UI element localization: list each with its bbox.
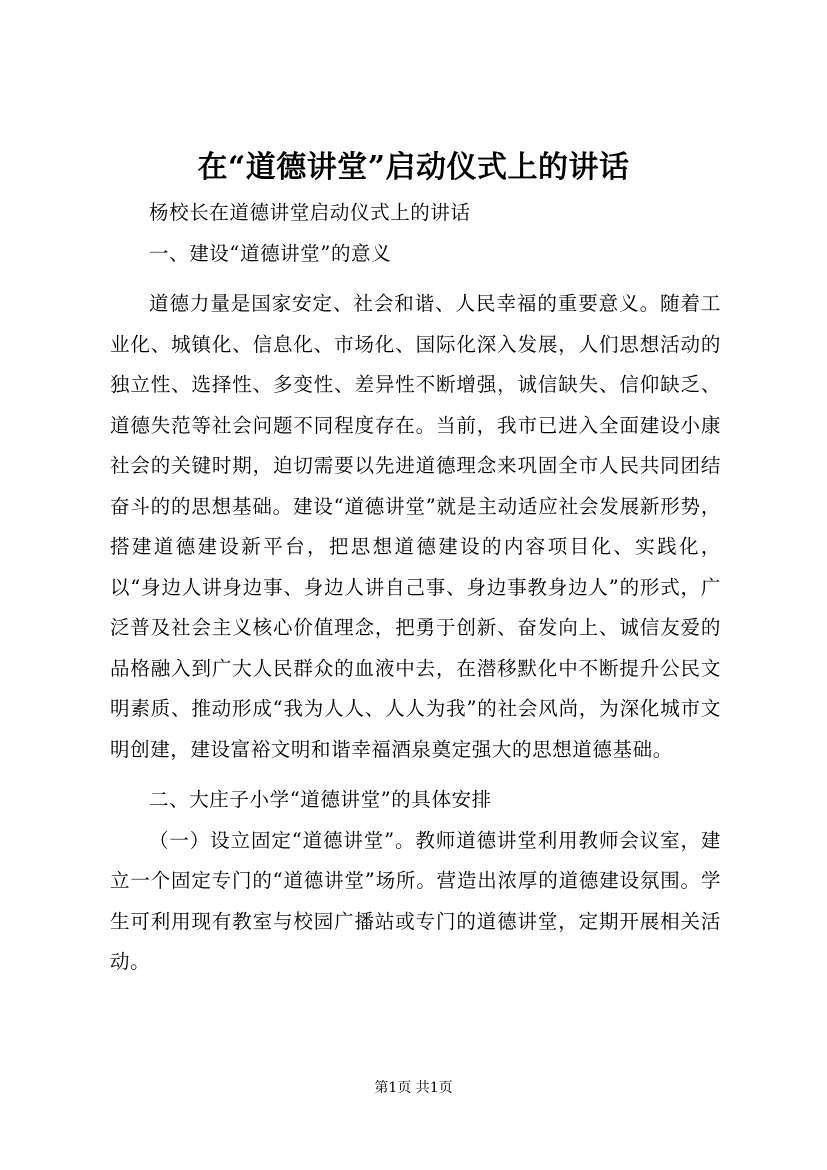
document-title: 在“道德讲堂”启动仪式上的讲话 — [197, 150, 630, 185]
section-heading-significance: 一、建设“道德讲堂”的意义 — [149, 241, 392, 265]
paragraph-speaker-line: 杨校长在道德讲堂启动仪式上的讲话 — [149, 201, 471, 224]
section-heading-arrangements: 二、大庄子小学“道德讲堂”的具体安排 — [149, 788, 492, 811]
paragraph-significance: 道德力量是国家安定、社会和谐、人民幸福的重要意义。随着工业化、城镇化、信息化、市场化、国际化深入发展，人们思想活动的独立性、选择性、多变性、差异性不断增强，诚信缺失、信仰缺乏、道德失范等社会问题不同程度存在。当前，我市已进入全面建设小康社会的关键时期，迫切需要以先进道德理念来巩固全市人民共同团结奋斗的的思想基础。建设“道德讲堂”就是主动适应社会发展新形势，搭建道德建设新平台，把思想道德建设的内容项目化、实践化，以“身边人讲身边事、身边人讲自己事、身边事教身边人”的形式，广泛普及社会主义核心价值理念，把勇于创新、奋发向上、诚信友爱的品格融入到广大人民群众的血液中去，在潜移默化中不断提升公民文明素质、推动形成“我为人人、人人为我”的社会风尚，为深化城市文明创建，建设富裕文明和谐幸福酒泉奠定强大的思想道德基础。 — [110, 292, 721, 761]
paragraph-arrangement-1: （一）设立固定“道德讲堂”。教师道德讲堂利用教师会议室，建立一个固定专门的“道德讲堂”场所。营造出浓厚的道德建设氛围。学生可利用现有教室与校园广播站或专门的道德讲堂，定期开展相关活动。 — [110, 828, 721, 973]
page-number-footer: 第1页 共1页 — [374, 1080, 453, 1096]
document-body — [110, 193, 721, 983]
